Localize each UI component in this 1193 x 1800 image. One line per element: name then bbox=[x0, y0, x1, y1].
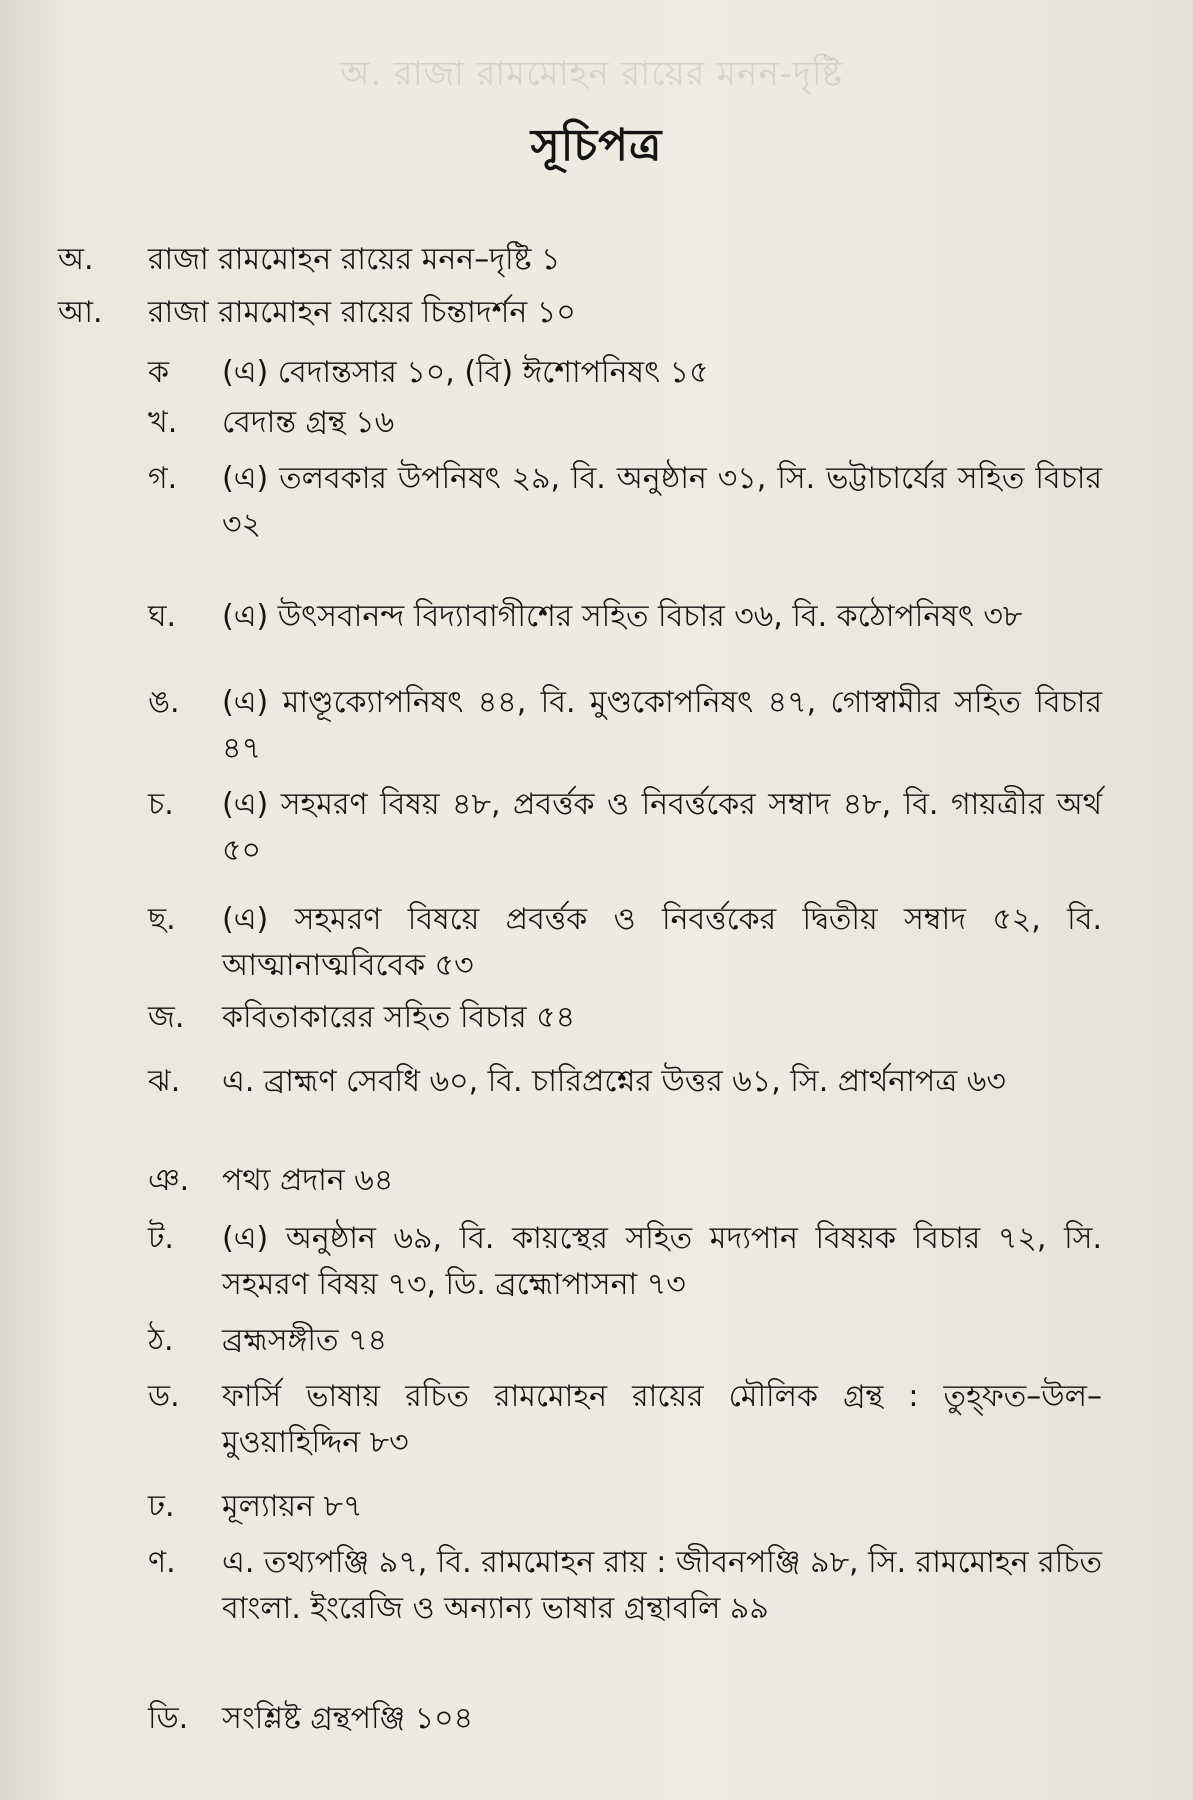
toc-entry-text: সংশ্লিষ্ট গ্রন্থপঞ্জি ১০৪ bbox=[222, 1701, 474, 1736]
bleed-through-heading: অ. রাজা রামমোহন রায়ের মনন-দৃষ্টি bbox=[340, 54, 843, 94]
toc-marker: ঘ. bbox=[148, 599, 177, 634]
toc-marker: ঢ. bbox=[148, 1489, 175, 1524]
toc-marker: ঞ. bbox=[148, 1163, 190, 1198]
toc-marker: ঠ. bbox=[148, 1323, 174, 1358]
toc-marker: ঙ. bbox=[148, 685, 180, 720]
toc-entry-text: মূল্যায়ন ৮৭ bbox=[222, 1489, 363, 1524]
toc-entry-text: (এ) বেদান্তসার ১০, (বি) ঈশোপনিষৎ ১৫ bbox=[222, 355, 709, 390]
toc-entry-text: (এ) তলবকার উপনিষৎ ২৯, বি. অনুষ্ঠান ৩১, সি. ভট্টাচার্যের সহিত বিচার ৩২ bbox=[222, 461, 1102, 542]
toc-entry-text: রাজা রামমোহন রায়ের চিন্তাদর্শন ১০ bbox=[148, 295, 576, 330]
toc-marker: চ. bbox=[148, 787, 174, 822]
toc-marker: আ. bbox=[58, 295, 103, 330]
toc-marker: ডি. bbox=[148, 1701, 189, 1736]
toc-entry-text: (এ) উৎসবানন্দ বিদ্যাবাগীশের সহিত বিচার ৩৬, বি. কঠোপনিষৎ ৩৮ bbox=[222, 599, 1023, 634]
toc-entry-text: (এ) সহমরণ বিষয় ৪৮, প্রবর্ত্তক ও নিবর্ত্তকের সম্বাদ ৪৮, বি. গায়ত্রীর অর্থ ৫০ bbox=[222, 787, 1102, 868]
toc-marker: জ. bbox=[148, 1000, 185, 1035]
toc-entry-text: রাজা রামমোহন রায়ের মনন–দৃষ্টি ১ bbox=[148, 242, 561, 277]
toc-marker: ক bbox=[148, 355, 169, 390]
toc-marker: ট. bbox=[148, 1221, 174, 1256]
toc-entry-text: এ. তথ্যপঞ্জি ৯৭, বি. রামমোহন রায় : জীবনপঞ্জি ৯৮, সি. রামমোহন রচিত বাংলা. ইংরেজি ও অন্যান্য ভাষার গ্রন্থাবলি ৯৯ bbox=[222, 1545, 1102, 1626]
toc-entry-text: পথ্য প্রদান ৬৪ bbox=[222, 1163, 394, 1198]
toc-entry-text: ফার্সি ভাষায় রচিত রামমোহন রায়ের মৌলিক গ্রন্থ : তুহ্‌ফত–উল–মুওয়াহিদ্দিন ৮৩ bbox=[222, 1379, 1102, 1460]
toc-entry-text: ব্রহ্মসঙ্গীত ৭৪ bbox=[222, 1323, 388, 1358]
toc-marker: ছ. bbox=[148, 902, 176, 937]
toc-marker: ণ. bbox=[148, 1545, 176, 1580]
toc-entry-text: (এ) মাণ্ডূক্যোপনিষৎ ৪৪, বি. মুণ্ডকোপনিষৎ ৪৭, গোস্বামীর সহিত বিচার ৪৭ bbox=[222, 685, 1102, 766]
toc-entry-text: এ. ব্রাহ্মণ সেবধি ৬০, বি. চারিপ্রশ্নের উত্তর ৬১, সি. প্রার্থনাপত্র ৬৩ bbox=[222, 1064, 1006, 1099]
page-title: সূচিপত্র bbox=[530, 120, 663, 171]
toc-entry-text: বেদান্ত গ্রন্থ ১৬ bbox=[222, 405, 395, 440]
toc-entry-text: (এ) অনুষ্ঠান ৬৯, বি. কায়স্থের সহিত মদ্যপান বিষয়ক বিচার ৭২, সি. সহমরণ বিষয় ৭৩, ডি. ব্রহ্মোপাসনা ৭৩ bbox=[222, 1221, 1102, 1302]
toc-marker: খ. bbox=[148, 405, 178, 440]
toc-entry-text: কবিতাকারের সহিত বিচার ৫৪ bbox=[222, 1000, 576, 1035]
toc-marker: অ. bbox=[58, 242, 94, 277]
toc-marker: ঝ. bbox=[148, 1064, 181, 1099]
toc-entry-text: (এ) সহমরণ বিষয়ে প্রবর্ত্তক ও নিবর্ত্তকের দ্বিতীয় সম্বাদ ৫২, বি. আত্মানাত্মবিবেক ৫৩ bbox=[222, 902, 1102, 983]
toc-marker: ড. bbox=[148, 1379, 180, 1414]
toc-marker: গ. bbox=[148, 461, 178, 496]
